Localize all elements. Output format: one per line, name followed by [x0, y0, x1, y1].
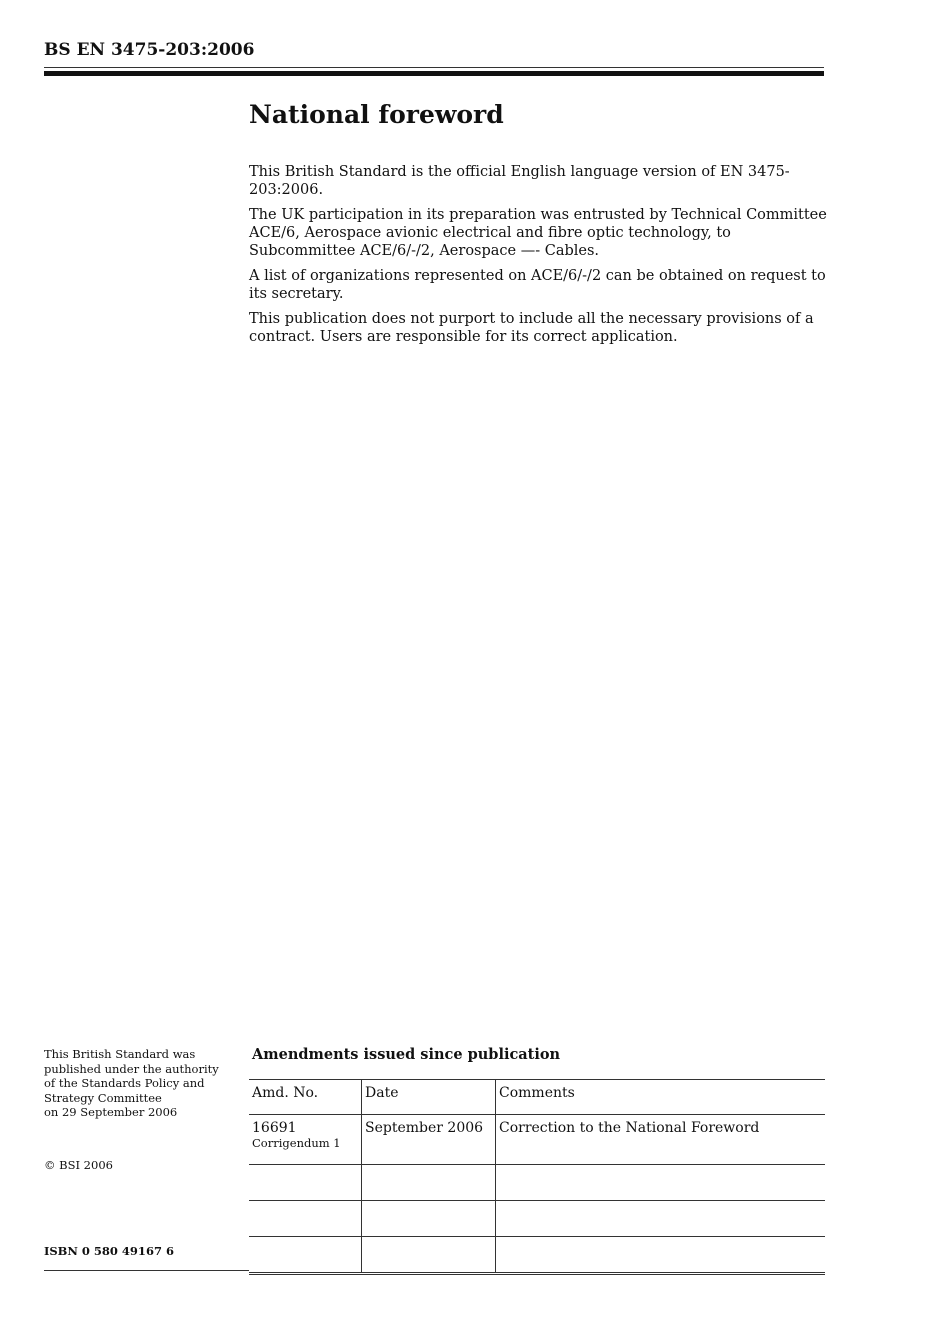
- amd-comments: Correction to the National Foreword: [496, 1115, 826, 1165]
- page-title: National foreword: [249, 100, 504, 129]
- column-header-amd-no: Amd. No.: [249, 1080, 362, 1115]
- copyright-notice: © BSI 2006: [44, 1158, 113, 1172]
- table-row-empty: [249, 1237, 825, 1274]
- column-header-comments: Comments: [496, 1080, 826, 1115]
- publication-line: on 29 September 2006: [44, 1105, 178, 1119]
- paragraph-official-version: This British Standard is the official English language version of EN 3475-203:2006.: [249, 164, 790, 198]
- footer-rule: [44, 1270, 249, 1271]
- amd-no: 16691: [252, 1120, 297, 1136]
- table-row-empty: [249, 1201, 825, 1237]
- isbn: ISBN 0 580 49167 6: [44, 1244, 174, 1258]
- paragraph-disclaimer: This publication does not purport to include all the necessary provisions of a contract. Users are responsible for its correct application.: [249, 311, 814, 345]
- paragraph-uk-participation: The UK participation in its preparation was entrusted by Technical Committee ACE/6, Aerospace avionic electrical and fibre optic technology, to Subcommittee ACE/6/-/2, Aerospace —- Cables.: [249, 207, 827, 259]
- paragraph-organizations: A list of organizations represented on ACE/6/-/2 can be obtained on request to its secretary.: [249, 268, 826, 302]
- amd-subtype: Corrigendum 1: [252, 1136, 341, 1150]
- column-header-date: Date: [362, 1080, 496, 1115]
- table-row: [249, 1115, 825, 1165]
- publication-line: This British Standard was: [44, 1047, 196, 1061]
- header-rule-thick: [44, 71, 824, 76]
- amd-date: September 2006: [362, 1115, 496, 1165]
- foreword-body: [249, 163, 829, 353]
- table-row-empty: [249, 1165, 825, 1201]
- amd-no-cell: [249, 1115, 362, 1165]
- amendments-table: [249, 1079, 825, 1275]
- amendments-heading: Amendments issued since publication: [252, 1046, 561, 1063]
- publication-line: published under the authority: [44, 1061, 219, 1076]
- publication-line: of the Standards Policy and: [44, 1076, 205, 1090]
- publication-note: [44, 1047, 239, 1120]
- publication-line: Strategy Committee: [44, 1090, 162, 1105]
- header-rule-thin: [44, 67, 824, 68]
- document-number: BS EN 3475-203:2006: [44, 40, 255, 60]
- table-header-row: [249, 1080, 825, 1115]
